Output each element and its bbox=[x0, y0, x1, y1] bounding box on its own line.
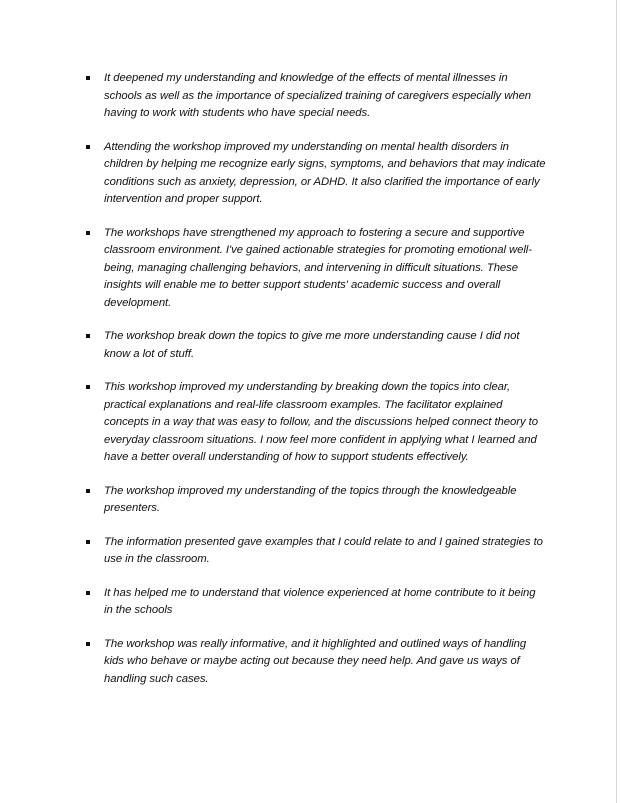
list-item bbox=[86, 70, 546, 123]
feedback-text: The information presented gave examples that I could relate to and I gained strategies to use in the classroom. bbox=[104, 535, 543, 565]
square-bullet-icon bbox=[86, 76, 90, 80]
square-bullet-icon bbox=[86, 642, 90, 646]
list-item bbox=[86, 636, 546, 689]
square-bullet-icon bbox=[86, 591, 90, 595]
feedback-text: It deepened my understanding and knowledge of the effects of mental illnesses in schools as well as the importance of specialized training of caregivers especially when having to work with students who have special needs. bbox=[104, 72, 532, 119]
feedback-text: The workshop improved my understanding of the topics through the knowledgeable presenters. bbox=[104, 484, 517, 514]
feedback-text: Attending the workshop improved my understanding on mental health disorders in children by helping me recognize early signs, symptoms, and behaviors that may indicate conditions such as anxiety, depression, or ADHD. It also clarified the importance of early intervention and proper support. bbox=[104, 140, 546, 205]
feedback-text: It has helped me to understand that violence experienced at home contribute to it being in the schools bbox=[104, 586, 536, 616]
list-item bbox=[86, 483, 546, 518]
feedback-text: The workshop was really informative, and it highlighted and outlined ways of handling kids who behave or maybe acting out because they need help. And gave us ways of handling such cases. bbox=[104, 637, 527, 685]
square-bullet-icon bbox=[86, 334, 90, 338]
list-item bbox=[86, 139, 546, 209]
list-item bbox=[86, 328, 546, 363]
list-item bbox=[86, 225, 546, 313]
page-edge-divider bbox=[616, 0, 617, 803]
feedback-text: The workshop break down the topics to give me more understanding cause I did not know a lot of stuff. bbox=[104, 330, 520, 360]
square-bullet-icon bbox=[86, 145, 90, 149]
square-bullet-icon bbox=[86, 231, 90, 235]
feedback-list bbox=[86, 70, 546, 704]
list-item bbox=[86, 585, 546, 620]
list-item bbox=[86, 534, 546, 569]
feedback-text: The workshops have strengthened my approach to fostering a secure and supportive classroom environment. I've gained actionable strategies for promoting emotional well-being, managing challenging behaviors, and intervening in difficult situations. These insights will enable me to better support students' academic success and overall development. bbox=[104, 226, 532, 309]
square-bullet-icon bbox=[86, 385, 90, 389]
square-bullet-icon bbox=[86, 540, 90, 544]
feedback-text: This workshop improved my understanding by breaking down the topics into clear, practical explanations and real-life classroom examples. The facilitator explained concepts in a way that was easy to follow, and the discussions helped connect theory to everyday classroom situations. I now feel more confident in applying what I learned and have a better overall understanding of how to support students effectively. bbox=[104, 381, 538, 463]
square-bullet-icon bbox=[86, 489, 90, 493]
list-item bbox=[86, 379, 546, 467]
